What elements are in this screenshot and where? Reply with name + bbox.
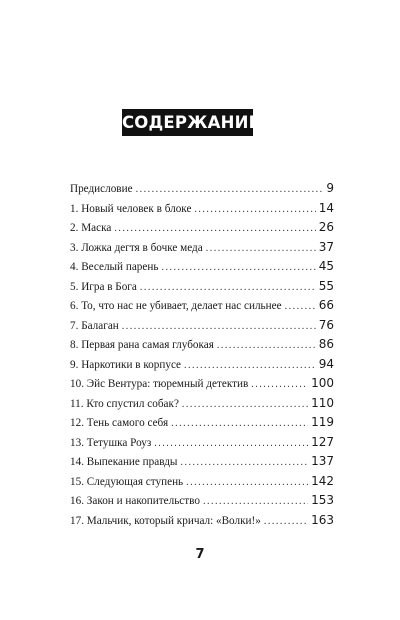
dot-leader bbox=[285, 301, 316, 312]
toc-entry bbox=[70, 298, 334, 318]
dot-leader bbox=[180, 457, 308, 468]
toc-entry-page: 76 bbox=[318, 317, 334, 332]
toc-entry-page: 127 bbox=[311, 434, 334, 449]
dot-leader bbox=[114, 223, 315, 234]
toc-entry bbox=[70, 201, 334, 221]
toc-entry bbox=[70, 415, 334, 435]
toc-entry-page: 66 bbox=[318, 298, 334, 312]
toc-entry-title: 10. Эйс Вентура: тюремный детектив bbox=[70, 378, 249, 390]
toc-entry-page: 100 bbox=[311, 376, 334, 390]
toc-entry-title: 7. Балаган bbox=[70, 319, 119, 332]
toc-entry bbox=[70, 337, 334, 357]
toc-entry-page: 110 bbox=[311, 395, 334, 410]
toc-entry-page: 14 bbox=[318, 200, 334, 215]
dot-leader bbox=[194, 204, 315, 215]
dot-leader bbox=[206, 243, 316, 254]
toc-entry bbox=[70, 318, 334, 338]
dot-leader bbox=[182, 399, 308, 410]
dot-leader bbox=[161, 262, 315, 273]
toc-entry-title: 15. Следующая ступень bbox=[70, 475, 184, 488]
dot-leader bbox=[154, 438, 308, 449]
toc-entry-title: 3. Ложка дегтя в бочке меда bbox=[70, 241, 203, 254]
toc-entry-page: 37 bbox=[318, 239, 334, 254]
toc-entry-page: 142 bbox=[311, 473, 334, 488]
toc-entry-title: 13. Тетушка Роуз bbox=[70, 436, 152, 449]
toc-entry-title: 8. Первая рана самая глубокая bbox=[70, 339, 214, 351]
toc-entry bbox=[70, 454, 334, 474]
dot-leader bbox=[122, 321, 316, 332]
toc-entry bbox=[70, 376, 334, 396]
dot-leader bbox=[251, 379, 308, 390]
toc-entry-title: 2. Маска bbox=[70, 222, 112, 234]
toc-entry bbox=[70, 181, 334, 201]
toc-entry bbox=[70, 259, 334, 279]
toc-entry-page: 137 bbox=[311, 454, 334, 468]
dot-leader bbox=[184, 360, 316, 371]
page-number: 7 bbox=[195, 547, 205, 562]
dot-leader bbox=[217, 340, 316, 351]
contents-heading: СОДЕРЖАНИЕ bbox=[122, 109, 253, 136]
toc-entry-title: Предисловие bbox=[70, 183, 133, 195]
toc-entry-page: 119 bbox=[311, 415, 334, 429]
toc-entry bbox=[70, 513, 334, 533]
toc-entry-page: 163 bbox=[311, 512, 334, 527]
dot-leader bbox=[264, 516, 308, 527]
dot-leader bbox=[136, 184, 324, 195]
toc-entry bbox=[70, 396, 334, 416]
dot-leader bbox=[140, 282, 316, 293]
toc-entry-title: 14. Выпекание правды bbox=[70, 456, 178, 468]
toc-entry-title: 11. Кто спустил собак? bbox=[70, 397, 179, 410]
toc-entry-page: 94 bbox=[318, 356, 334, 371]
toc-entry-page: 45 bbox=[318, 259, 334, 273]
toc-entry bbox=[70, 240, 334, 260]
dot-leader bbox=[203, 496, 308, 507]
toc-entry-title: 17. Мальчик, который кричал: «Волки!» bbox=[70, 514, 261, 527]
table-of-contents bbox=[70, 181, 334, 532]
toc-entry-page: 26 bbox=[318, 220, 334, 234]
toc-entry bbox=[70, 220, 334, 240]
toc-entry-title: 6. То, что нас не убивает, делает нас сильнее bbox=[70, 300, 282, 312]
toc-entry-title: 1. Новый человек в блоке bbox=[70, 202, 192, 215]
toc-entry-page: 55 bbox=[318, 278, 334, 293]
dot-leader bbox=[171, 418, 308, 429]
toc-entry bbox=[70, 493, 334, 513]
toc-entry bbox=[70, 279, 334, 299]
toc-entry-title: 5. Игра в Бога bbox=[70, 280, 137, 293]
toc-entry bbox=[70, 435, 334, 455]
toc-entry-page: 153 bbox=[311, 493, 334, 507]
toc-entry-title: 4. Веселый парень bbox=[70, 261, 159, 273]
dot-leader bbox=[186, 477, 308, 488]
toc-entry-title: 9. Наркотики в корпусе bbox=[70, 358, 182, 371]
toc-entry bbox=[70, 357, 334, 377]
toc-entry-page: 86 bbox=[318, 337, 334, 351]
toc-entry-title: 12. Тень самого себя bbox=[70, 417, 169, 429]
toc-entry-page: 9 bbox=[326, 181, 334, 195]
toc-entry-title: 16. Закон и накопительство bbox=[70, 495, 200, 507]
toc-entry bbox=[70, 474, 334, 494]
